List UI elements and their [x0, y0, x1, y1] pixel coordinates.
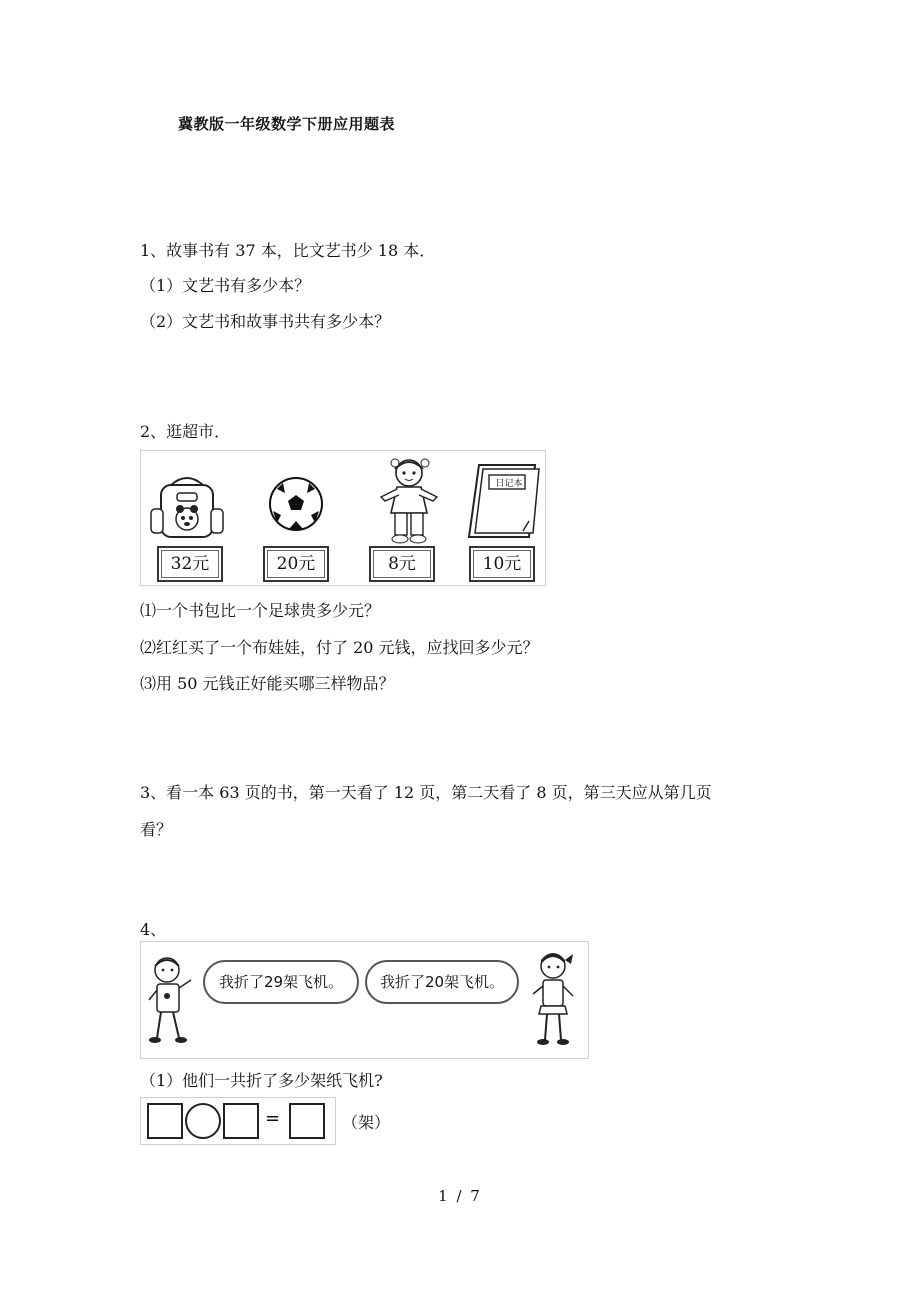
price-doll: 8元	[369, 546, 435, 582]
q2-stem: 2、逛超市．	[140, 422, 231, 441]
q2-sub1: ⑴一个书包比一个足球贵多少元？	[140, 601, 381, 620]
speech-bubble-left: 我折了29架飞机。	[203, 960, 359, 1004]
paper-plane-panel	[140, 941, 589, 1059]
notebook-icon	[465, 461, 545, 541]
q3-line2: 看？	[140, 820, 173, 839]
price-backpack: 32元	[157, 546, 223, 582]
q2-sub3: ⑶用 50 元钱正好能买哪三样物品？	[140, 674, 395, 693]
price-notebook: 10元	[469, 546, 535, 582]
q4-sub1: （1）他们一共折了多少架纸飞机?	[140, 1071, 383, 1090]
answer-box-1[interactable]	[147, 1103, 183, 1139]
q1-sub1: （1）文艺书有多少本？	[140, 276, 311, 295]
operator-circle[interactable]	[185, 1103, 221, 1139]
page-title: 冀教版一年级数学下册应用题表	[178, 115, 396, 133]
price-soccer-ball: 20元	[263, 546, 329, 582]
q4-stem: 4、	[140, 920, 167, 939]
backpack-icon	[147, 471, 227, 543]
q1-stem: 1、故事书有 37 本，比文艺书少 18 本．	[140, 241, 436, 260]
shop-items-panel	[140, 450, 546, 586]
page-number: 1 / 7	[438, 1187, 482, 1205]
doll-icon	[373, 455, 445, 545]
boy-icon	[145, 954, 197, 1046]
speech-bubble-right: 我折了20架飞机。	[365, 960, 519, 1004]
notebook-label: 日记本	[495, 479, 523, 489]
q2-sub2: ⑵红红买了一个布娃娃，付了 20 元钱，应找回多少元？	[140, 638, 539, 657]
girl-icon	[525, 950, 581, 1050]
soccer-ball-icon	[267, 475, 325, 533]
unit-label: （架）	[342, 1113, 391, 1132]
answer-box-result[interactable]	[289, 1103, 325, 1139]
answer-box-2[interactable]	[223, 1103, 259, 1139]
equals-sign: =	[265, 1108, 281, 1129]
equation-panel	[140, 1097, 336, 1145]
q1-sub2: （2）文艺书和故事书共有多少本？	[140, 312, 391, 331]
q3-line1: 3、看一本 63 页的书，第一天看了 12 页，第二天看了 8 页，第三天应从第几页	[140, 783, 712, 802]
